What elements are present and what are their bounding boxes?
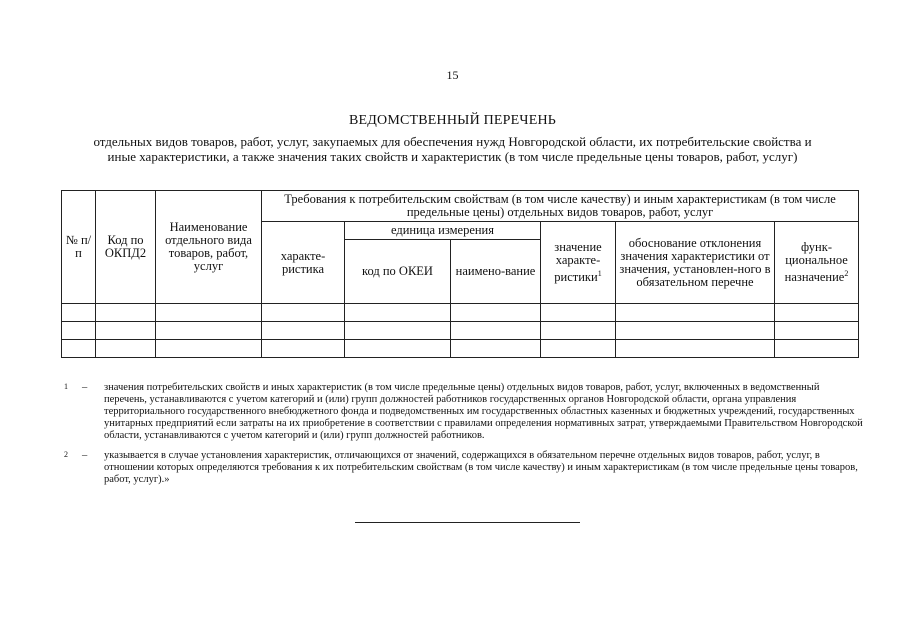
footnote-ref-1: 1	[597, 268, 602, 278]
table-body	[62, 304, 859, 358]
table-cell	[262, 304, 345, 322]
header-name: Наименование отдельного вида товаров, работ, услуг	[156, 191, 262, 304]
header-characteristic: характе-ристика	[262, 222, 345, 304]
perechen-table	[61, 190, 859, 358]
table-cell	[775, 340, 859, 358]
table-cell	[451, 340, 541, 358]
end-rule	[355, 522, 580, 523]
footnote-ref-2: 2	[844, 268, 849, 278]
table-cell	[541, 322, 616, 340]
header-value: значение характе-ристики$^1$	[541, 222, 616, 304]
table-cell	[156, 304, 262, 322]
table-cell	[616, 304, 775, 322]
footnote-text: значения потребительских свойств и иных характеристик (в том числе предельные цены) отдельных видов товаров, работ, услуг, включенных в ведомственный перечень, устанавливаются с учетом категорий и (или) групп должностей работников государственных органов Новгородской области, органа управления территориального государственного внебюджетного фонда и подведомственных им государственных областных казенных и бюджетных учреждений, государственных унитарных предприятий если затраты на их приобретение в соответствии с правилами определения нормативных затрат, утверждаемыми Правительством Новгородской области, устанавливаются с учетом категорий и (или) групп должностей работников.	[104, 382, 863, 441]
document-subtitle: отдельных видов товаров, работ, услуг, закупаемых для обеспечения нужд Новгородской области, их потребительские свойства и иные характеристики, а также значения таких свойств и характеристик (в том числе предельные цены товаров, работ, услуг)	[93, 134, 812, 164]
header-justification: обоснование отклонения значения характеристики от значения, установлен-ного в обязательном перечне	[616, 222, 775, 304]
table-cell	[156, 340, 262, 358]
footnote-mark: 2	[64, 450, 68, 459]
table-row	[62, 304, 859, 322]
table-cell	[775, 304, 859, 322]
table-cell	[96, 304, 156, 322]
table-cell	[451, 322, 541, 340]
table-cell	[62, 304, 96, 322]
table-cell	[345, 304, 451, 322]
footnote-2	[64, 450, 864, 486]
header-okei: код по ОКЕИ	[345, 240, 451, 304]
footnote-mark: 1	[64, 382, 68, 391]
header-purpose: функ-циональное назначение$^2$	[775, 222, 859, 304]
footnote-dash: –	[82, 450, 88, 461]
footnote-dash: –	[82, 382, 88, 393]
table-row	[62, 322, 859, 340]
document-title: ВЕДОМСТВЕННЫЙ ПЕРЕЧЕНЬ	[348, 113, 557, 128]
table-cell	[451, 304, 541, 322]
footnote-text: указывается в случае установления характеристик, отличающихся от значений, содержащихся в обязательном перечне отдельных видов товаров, работ, услуг, в отношении которых определяются требования к их потребительским свойствам (в том числе качеству) и иным характеристикам (в том числе предельные цены товаров, работ, услуг).»	[104, 450, 858, 485]
table-row	[62, 340, 859, 358]
page-number: 15	[446, 68, 459, 82]
header-unit-name: наимено-вание	[451, 240, 541, 304]
table-cell	[96, 340, 156, 358]
table-cell	[262, 322, 345, 340]
footnotes	[64, 382, 864, 494]
table-cell	[345, 340, 451, 358]
header-requirements: Требования к потребительским свойствам (в том числе качеству) и иным характеристикам (в том числе предельные цены) отдельных видов товаров, работ, услуг	[262, 191, 859, 222]
table-cell	[541, 340, 616, 358]
footnote-1	[64, 382, 864, 442]
table-cell	[62, 340, 96, 358]
table-cell	[156, 322, 262, 340]
table-cell	[62, 322, 96, 340]
table-cell	[616, 340, 775, 358]
table-cell	[262, 340, 345, 358]
table-cell	[345, 322, 451, 340]
table-cell	[96, 322, 156, 340]
table-cell	[616, 322, 775, 340]
table-cell	[541, 304, 616, 322]
header-okpd: Код по ОКПД2	[96, 191, 156, 304]
header-unit: единица измерения	[345, 222, 541, 240]
header-num: № п/п	[62, 191, 96, 304]
table-cell	[775, 322, 859, 340]
